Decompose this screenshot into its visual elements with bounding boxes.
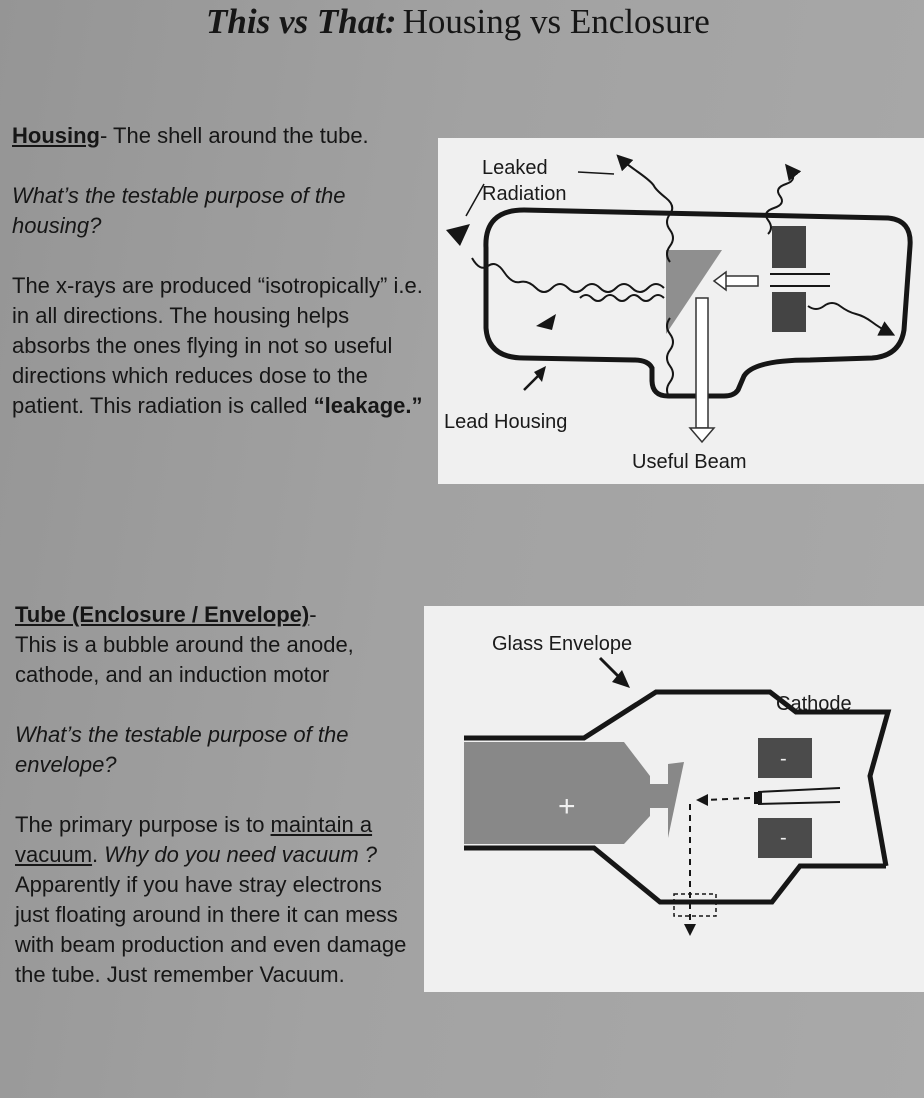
tube-term-suffix: - <box>309 602 317 627</box>
housing-definition-text: - The shell around the tube. <box>100 123 369 148</box>
anode-shaft <box>464 742 650 844</box>
filament <box>770 274 830 286</box>
title-italic: This vs That: <box>206 2 397 41</box>
electron-beam <box>722 276 758 286</box>
anode-disk <box>668 762 684 838</box>
electron-path <box>706 798 750 800</box>
useful-beam-arrow <box>696 298 708 428</box>
housing-explanation-text: The x-rays are produced “isotropically” i.e. in all directions. The housing helps absorbs the ones flying in not so useful directions which reduces dose to the patient. This radiation is called <box>12 273 423 418</box>
label-lead-housing: Lead Housing <box>444 411 568 433</box>
anode-target <box>666 250 722 334</box>
tube-answer-lead: The primary purpose is to <box>15 812 271 837</box>
envelope-diagram-svg <box>424 606 924 992</box>
title-rest: Housing vs Enclosure <box>402 2 710 41</box>
housing-diagram <box>438 138 924 484</box>
tube-heading <box>15 600 415 630</box>
cathode-block-top <box>772 226 806 268</box>
housing-keyword: “leakage.” <box>313 393 423 418</box>
housing-explanation <box>12 271 427 421</box>
tube-answer-after: . <box>92 842 105 867</box>
tube-answer-rest: Apparently if you have stray electrons just floating around in there it can mess with beam production and even damage the tube. Just remember Vacuum. <box>15 872 407 987</box>
tube-term: Tube (Enclosure / Envelope) <box>15 602 310 627</box>
housing-term: Housing <box>12 123 100 148</box>
window-port <box>674 894 716 916</box>
filament <box>758 788 840 804</box>
housing-question: What’s the testable purpose of the housing? <box>12 183 346 238</box>
anode-sign: + <box>558 790 576 823</box>
tube-definition: This is a bubble around the anode, cathode, and an induction motor <box>15 632 354 687</box>
envelope-diagram <box>424 606 924 992</box>
label-cathode: Cathode <box>776 693 852 715</box>
housing-diagram-svg <box>438 138 924 484</box>
tube-answer <box>15 810 415 990</box>
tube-answer-underlined: maintain a vacuum <box>15 812 373 867</box>
housing-section <box>12 121 427 421</box>
label-leaked: Leaked <box>482 157 548 179</box>
tube-section <box>15 600 415 990</box>
cathode-sign-top: - <box>780 748 787 770</box>
label-glass-envelope: Glass Envelope <box>492 633 633 655</box>
cathode-sign-bottom: - <box>780 827 787 849</box>
label-useful-beam: Useful Beam <box>632 451 747 473</box>
leaked-ray-left <box>472 258 664 292</box>
tube-question: What’s the testable purpose of the envelope? <box>15 722 349 777</box>
anode-stem <box>648 784 670 808</box>
housing-definition <box>12 121 427 151</box>
cathode-block-bottom <box>772 292 806 332</box>
label-radiation: Radiation <box>482 183 567 205</box>
page-title <box>206 2 710 42</box>
tube-answer-question: Why do you need vacuum ? <box>104 842 377 867</box>
